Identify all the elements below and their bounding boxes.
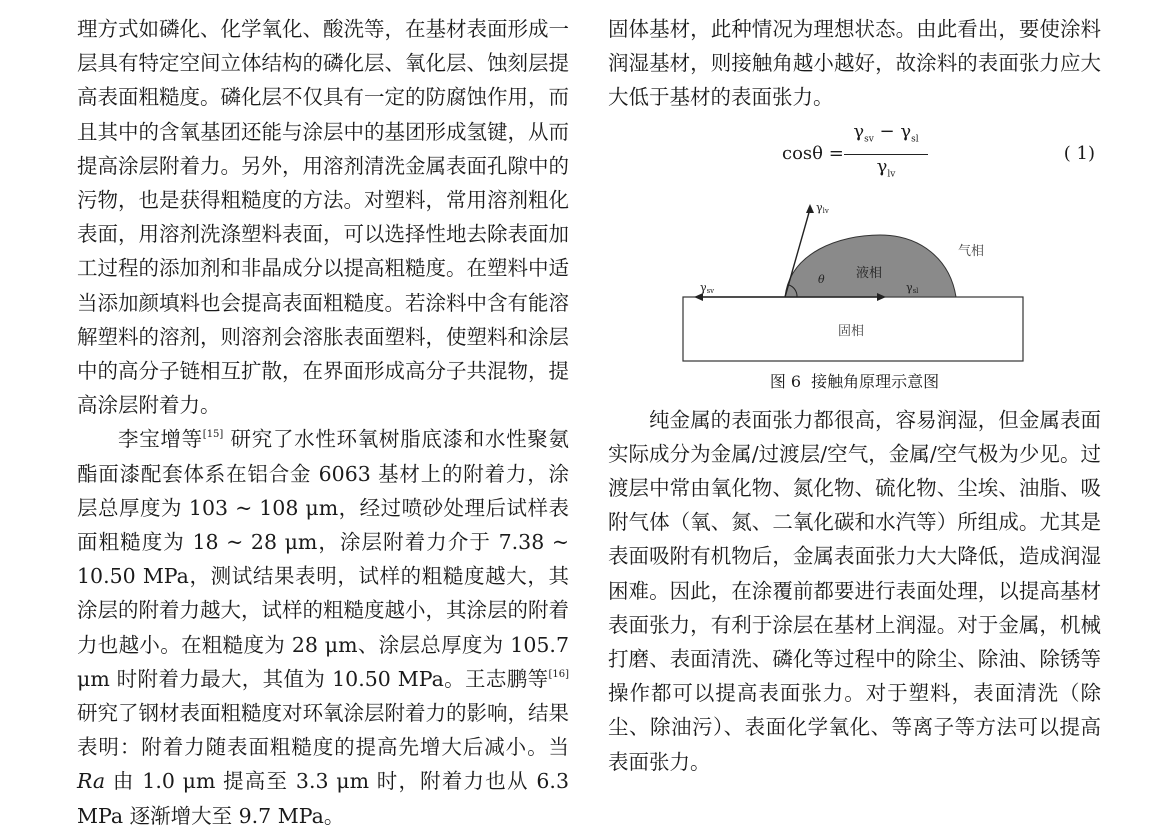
figure-title: 接触角原理示意图 — [811, 371, 940, 391]
gamma-sl-label: γsl — [906, 280, 919, 295]
citation-ref: [16] — [548, 668, 569, 680]
right-column — [608, 12, 1101, 779]
gamma-sv-label: γsv — [700, 280, 715, 295]
solid-phase-label: 固相 — [838, 323, 865, 339]
equation-lhs: cosθ = — [782, 142, 844, 164]
equation-1 — [608, 121, 1101, 185]
paragraph-metal-surface: 纯金属的表面张力都很高，容易润湿，但金属表面实际成分为金属/过渡层/空气，金属/空气极为少见。过渡层中常由氧化物、氮化物、硫化物、尘埃、油脂、吸附气体（氧、氮、二氧化碳和水汽等）所组成。尤其是表面吸附有机物后，金属表面张力大大降低，造成润湿困难。因此，在涂覆前都要进行表面处理，以提高基材表面张力，有利于涂层在基材上润湿。对于金属，机械打磨、表面清洗、磷化等过程中的除尘、除油、除锈等操作都可以提高表面张力。对于塑料，表面清洗（除尘、除油污）、表面化学氧化、等离子等方法可以提高表面张力。 — [608, 407, 1101, 774]
equation-fraction — [844, 121, 928, 187]
study-text: 研究了水性环氧树脂底漆和水性聚氨酯面漆配套体系在铝合金 6063 基材上的附着力，涂层总厚度为 103 ~ 108 μm，经过喷砂处理后试样表面粗糙度为 18 ~ 28 μm，涂层附着力介于 7.38 ~ 10.50 MPa，测试结果表明，试样的粗糙度越大，其涂层的附着力越大，试样的粗糙度越小，其涂层的附着力也越小。在粗糙度为 28 μm、涂层总厚度为 105.7 μm 时附着力最大，其值为 10.50 MPa。王志鹏等 — [77, 427, 569, 691]
figure-caption — [608, 371, 1101, 393]
study-text: 研究了钢材表面粗糙度对环氧涂层附着力的影响，结果表明：附着力随表面粗糙度的提高先增大后减小。当 — [77, 701, 569, 760]
gamma-lv-label: γlv — [816, 200, 829, 215]
theta-label: θ — [818, 272, 825, 286]
figure-number: 图 6 — [769, 371, 802, 391]
study-text: 由 1.0 μm 提高至 3.3 μm 时，附着力也从 6.3 MPa 逐渐增大至 9.7 MPa。 — [77, 769, 569, 828]
contact-angle-diagram — [608, 197, 1101, 367]
gas-phase-label: 气相 — [958, 243, 985, 259]
liquid-phase-label: 液相 — [856, 265, 883, 281]
paragraph-adhesion-studies — [77, 422, 569, 832]
ra-symbol: Ra — [77, 769, 106, 794]
left-column — [77, 12, 569, 833]
paragraph-surface-treatment: 理方式如磷化、化学氧化、酸洗等，在基材表面形成一层具有特定空间立体结构的磷化层、氧化层、蚀刻层提高表面粗糙度。磷化层不仅具有一定的防腐蚀作用，而且其中的含氧基团还能与涂层中的基团形成氢键，从而提高涂层附着力。另外，用溶剂清洗金属表面孔隙中的污物，也是获得粗糙度的方法。对塑料，常用溶剂粗化表面，用溶剂洗涤塑料表面，可以选择性地去除表面加工过程的添加剂和非晶成分以提高粗糙度。在塑料中适当添加颜填料也会提高表面粗糙度。若涂料中含有能溶解塑料的溶剂，则溶剂会溶胀表面塑料，使塑料和涂层中的高分子链相互扩散，在界面形成高分子共混物，提高涂层附着力。 — [77, 17, 569, 418]
citation-ref: [15] — [202, 429, 224, 441]
paragraph-wetting: 固体基材，此种情况为理想状态。由此看出，要使涂料润湿基材，则接触角越小越好，故涂料的表面张力应大大低于基材的表面张力。 — [608, 17, 1101, 110]
equation-denominator: $\gamma_{lv}$ — [876, 156, 896, 180]
contact-angle-figure — [608, 197, 1101, 367]
equation-number: ( 1) — [1063, 142, 1095, 164]
author-text: 李宝增等 — [118, 427, 203, 452]
arrow-head — [806, 204, 814, 213]
equation-numerator: $\gamma_{sv} - \gamma_{sl}$ — [844, 121, 928, 156]
